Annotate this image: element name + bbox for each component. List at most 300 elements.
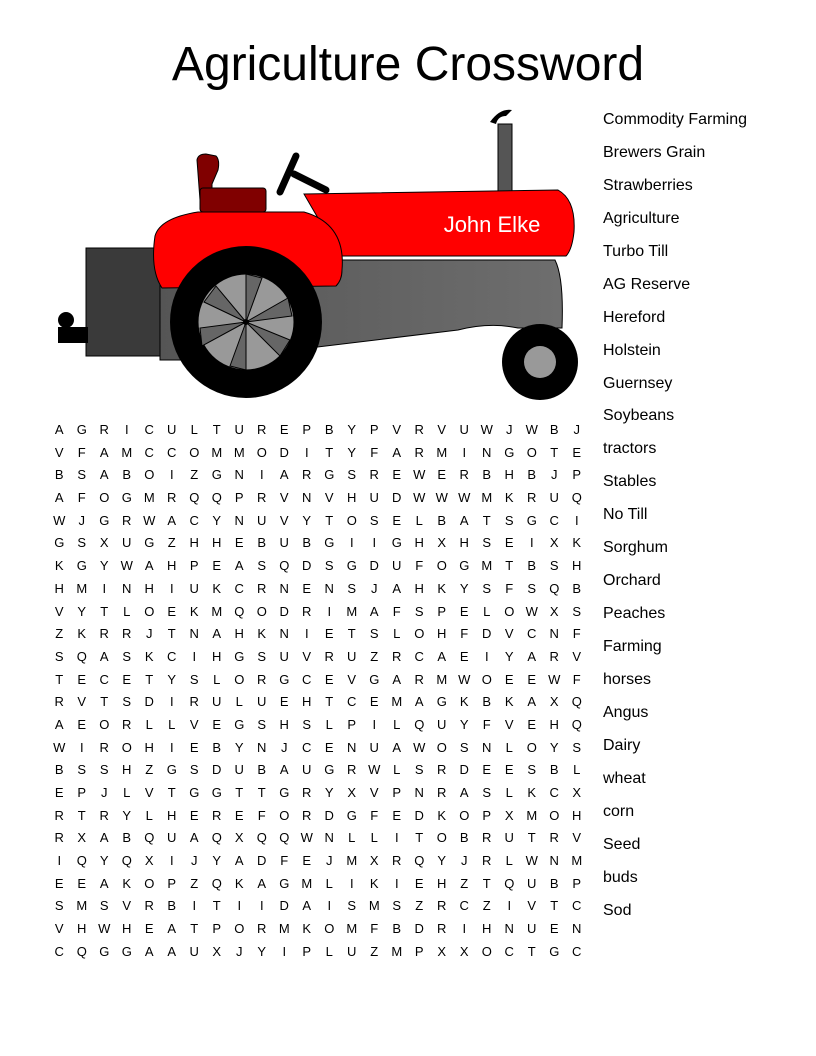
grid-letter: C [234, 580, 244, 596]
grid-letter: E [459, 603, 469, 619]
grid-letter: T [550, 444, 559, 460]
grid-letter: R [347, 762, 357, 778]
grid-letter: X [572, 785, 582, 800]
grid-letter: G [99, 943, 110, 959]
grid-letter: U [234, 422, 244, 437]
grid-letter: C [414, 648, 424, 664]
grid-letter: Y [459, 716, 469, 732]
grid-letter: Q [571, 694, 582, 710]
front-hub [524, 346, 556, 378]
grid-letter: I [529, 535, 534, 551]
grid-letter: B [167, 898, 177, 914]
grid-letter: Q [76, 853, 87, 869]
grid-letter: E [369, 694, 379, 710]
grid-letter: R [99, 807, 109, 823]
grid-letter: F [505, 580, 514, 596]
grid-letter: R [369, 467, 379, 483]
grid-letter: N [324, 580, 334, 596]
grid-letter: L [505, 739, 513, 755]
grid-letter: G [324, 535, 335, 551]
grid-letter: T [505, 558, 514, 574]
grid-letter: H [437, 626, 447, 642]
grid-letter: P [414, 943, 424, 959]
grid-letter: E [234, 535, 244, 551]
grid-letter: A [459, 512, 469, 528]
grid-letter: H [347, 490, 357, 506]
grid-letter: V [392, 422, 402, 437]
grid-letter: I [304, 444, 309, 460]
grid-letter: B [549, 875, 559, 891]
grid-letter: P [212, 921, 222, 937]
grid-letter: I [259, 467, 264, 483]
grid-letter: S [414, 762, 424, 778]
grid-letter: R [302, 785, 312, 800]
grid-letter: A [99, 444, 109, 460]
grid-letter: N [279, 626, 289, 642]
grid-letter: S [99, 762, 109, 778]
exhaust-flap [490, 110, 512, 124]
grid-letter: X [347, 785, 357, 800]
grid-letter: G [369, 671, 380, 687]
grid-letter: U [504, 830, 514, 846]
grid-letter: H [122, 762, 132, 778]
grid-letter: Q [571, 490, 582, 506]
grid-letter: C [167, 444, 177, 460]
grid-letter: Q [279, 830, 290, 846]
grid-letter: Q [414, 853, 425, 869]
grid-letter: N [482, 444, 492, 460]
grid-letter: Q [189, 490, 200, 506]
grid-letter: V [122, 898, 132, 914]
grid-letter: N [347, 739, 357, 755]
grid-letter: U [369, 739, 379, 755]
grid-letter: Y [504, 648, 514, 664]
page-title: Agriculture Crossword [171, 38, 645, 91]
grid-letter: A [144, 558, 154, 574]
grid-letter: W [98, 921, 111, 937]
grid-letter: K [212, 580, 222, 596]
grid-letter: O [256, 603, 267, 619]
grid-letter: C [144, 444, 154, 460]
grid-letter: C [504, 943, 514, 959]
grid-letter: S [257, 648, 267, 664]
grid-letter: L [123, 785, 131, 800]
grid-letter: O [414, 626, 425, 642]
grid-letter: H [122, 921, 132, 937]
word-list-item: tractors [603, 440, 657, 458]
grid-letter: Q [76, 648, 87, 664]
grid-letter: P [302, 422, 312, 437]
grid-letter: I [349, 875, 354, 891]
word-list-item: Brewers Grain [603, 143, 706, 161]
grid-letter: Q [571, 716, 582, 732]
grid-letter: O [436, 739, 447, 755]
grid-letter: W [368, 762, 381, 778]
grid-letter: K [437, 807, 447, 823]
word-list-item: Angus [603, 703, 649, 721]
grid-letter: G [526, 512, 537, 528]
grid-letter: H [549, 716, 559, 732]
grid-letter: M [526, 807, 538, 823]
grid-letter: R [257, 422, 267, 437]
grid-letter: G [504, 444, 515, 460]
grid-letter: F [482, 716, 491, 732]
grid-letter: A [392, 671, 402, 687]
grid-letter: A [279, 762, 289, 778]
grid-letter: I [574, 512, 579, 528]
grid-letter: V [279, 490, 289, 506]
grid-letter: P [369, 422, 379, 437]
grid-letter: O [436, 558, 447, 574]
grid-letter: B [122, 467, 132, 483]
grid-letter: T [325, 512, 334, 528]
grid-letter: A [392, 739, 402, 755]
grid-letter: N [279, 580, 289, 596]
grid-letter: E [189, 739, 199, 755]
grid-letter: B [549, 762, 559, 778]
word-list-item: Holstein [603, 341, 661, 359]
grid-letter: L [348, 830, 356, 846]
grid-letter: M [346, 603, 358, 619]
grid-letter: W [120, 558, 133, 574]
grid-letter: G [279, 671, 290, 687]
grid-letter: S [572, 739, 582, 755]
word-list-item: Turbo Till [603, 242, 669, 260]
grid-letter: H [459, 535, 469, 551]
grid-letter: R [392, 648, 402, 664]
grid-letter: G [211, 467, 222, 483]
grid-letter: B [122, 830, 132, 846]
grid-letter: D [482, 626, 492, 642]
grid-letter: B [257, 762, 267, 778]
grid-letter: C [54, 943, 64, 959]
word-list-item: corn [603, 802, 635, 820]
grid-letter: A [167, 921, 177, 937]
grid-letter: T [55, 671, 64, 687]
grid-letter: D [144, 694, 154, 710]
grid-letter: O [99, 716, 110, 732]
grid-letter: G [189, 785, 200, 800]
grid-letter: R [414, 444, 424, 460]
grid-letter: Y [459, 580, 469, 596]
grid-letter: N [189, 626, 199, 642]
grid-letter: U [549, 490, 559, 506]
grid-letter: U [527, 921, 537, 937]
grid-letter: I [259, 898, 264, 914]
grid-letter: C [459, 898, 469, 914]
grid-letter: P [189, 558, 199, 574]
grid-letter: A [414, 694, 424, 710]
word-list-item: Sod [603, 901, 632, 919]
grid-letter: R [122, 716, 132, 732]
grid-letter: Q [211, 875, 222, 891]
grid-letter: Y [549, 739, 559, 755]
grid-letter: J [573, 422, 580, 437]
grid-letter: U [167, 830, 177, 846]
grid-letter: D [369, 558, 379, 574]
grid-letter: E [189, 807, 199, 823]
grid-letter: C [302, 739, 312, 755]
grid-letter: N [257, 739, 267, 755]
grid-letter: D [279, 603, 289, 619]
grid-letter: H [302, 694, 312, 710]
grid-letter: H [212, 535, 222, 551]
grid-letter: E [459, 648, 469, 664]
grid-letter: M [436, 671, 448, 687]
grid-letter: S [482, 785, 492, 800]
grid-letter: L [483, 603, 491, 619]
grid-letter: W [300, 830, 313, 846]
grid-letter: E [392, 467, 402, 483]
grid-letter: P [572, 467, 582, 483]
grid-letter: G [324, 762, 335, 778]
grid-letter: X [549, 535, 559, 551]
grid-letter: G [76, 558, 87, 574]
grid-letter: J [506, 422, 513, 437]
grid-letter: I [372, 716, 377, 732]
grid-letter: H [482, 921, 492, 937]
grid-letter: U [392, 558, 402, 574]
grid-letter: B [482, 467, 492, 483]
grid-letter: V [324, 490, 334, 506]
grid-letter: O [234, 671, 245, 687]
grid-letter: N [549, 853, 559, 869]
grid-letter: B [257, 535, 267, 551]
grid-letter: D [392, 490, 402, 506]
grid-letter: R [54, 807, 64, 823]
grid-letter: I [169, 739, 174, 755]
grid-letter: W [435, 490, 448, 506]
grid-letter: A [459, 785, 469, 800]
grid-letter: U [279, 535, 289, 551]
grid-letter: R [549, 648, 559, 664]
grid-letter: E [54, 875, 64, 891]
grid-letter: U [459, 422, 469, 437]
grid-letter: O [459, 807, 470, 823]
grid-letter: Q [211, 490, 222, 506]
word-list-item: No Till [603, 506, 648, 524]
grid-letter: E [504, 535, 514, 551]
grid-letter: C [572, 943, 582, 959]
grid-letter: S [482, 535, 492, 551]
grid-letter: S [347, 580, 357, 596]
grid-letter: Y [437, 853, 447, 869]
grid-letter: H [572, 807, 582, 823]
grid-letter: I [124, 422, 129, 437]
grid-letter: B [302, 535, 312, 551]
grid-letter: R [54, 830, 64, 846]
grid-letter: S [189, 671, 199, 687]
grid-letter: A [54, 422, 64, 437]
grid-letter: X [549, 603, 559, 619]
grid-letter: H [54, 580, 64, 596]
grid-letter: K [234, 875, 244, 891]
grid-letter: I [192, 898, 197, 914]
grid-letter: R [437, 785, 447, 800]
grid-letter: U [234, 762, 244, 778]
grid-letter: R [302, 603, 312, 619]
grid-letter: L [393, 762, 401, 778]
grid-letter: A [167, 512, 177, 528]
grid-letter: R [414, 671, 424, 687]
grid-letter: R [257, 671, 267, 687]
grid-letter: A [54, 716, 64, 732]
grid-letter: Q [279, 558, 290, 574]
grid-letter: D [302, 558, 312, 574]
grid-letter: B [527, 558, 537, 574]
grid-letter: N [234, 512, 244, 528]
grid-letter: Z [190, 467, 199, 483]
grid-letter: E [54, 785, 64, 800]
grid-letter: R [257, 921, 267, 937]
grid-letter: B [437, 512, 447, 528]
grid-letter: E [527, 671, 537, 687]
grid-letter: R [99, 739, 109, 755]
grid-letter: Z [370, 943, 379, 959]
grid-letter: S [257, 716, 267, 732]
grid-letter: S [99, 898, 109, 914]
grid-letter: O [144, 467, 155, 483]
grid-letter: B [54, 467, 64, 483]
grid-letter: M [346, 853, 358, 869]
grid-letter: M [211, 444, 223, 460]
grid-letter: L [573, 762, 581, 778]
steering-column [294, 174, 326, 190]
grid-letter: E [77, 716, 87, 732]
grid-letter: W [143, 512, 156, 528]
grid-letter: E [572, 444, 582, 460]
grid-letter: D [279, 898, 289, 914]
grid-letter: T [527, 830, 536, 846]
grid-letter: V [144, 785, 154, 800]
grid-letter: U [212, 694, 222, 710]
grid-letter: R [99, 422, 109, 437]
grid-letter: Q [121, 853, 132, 869]
grid-letter: K [369, 875, 379, 891]
grid-letter: A [392, 444, 402, 460]
grid-letter: H [167, 807, 177, 823]
grid-letter: G [76, 422, 87, 437]
grid-letter: A [234, 558, 244, 574]
grid-letter: L [145, 807, 153, 823]
word-list-item: buds [603, 868, 638, 886]
grid-letter: T [100, 603, 109, 619]
grid-letter: R [527, 490, 537, 506]
grid-letter: M [143, 490, 155, 506]
grid-letter: G [346, 807, 357, 823]
grid-letter: S [572, 603, 582, 619]
grid-letter: T [167, 626, 176, 642]
grid-letter: A [257, 875, 267, 891]
grid-letter: M [436, 444, 448, 460]
grid-letter: M [346, 921, 358, 937]
grid-letter: G [391, 535, 402, 551]
grid-letter: V [572, 648, 582, 664]
grid-letter: T [325, 694, 334, 710]
grid-letter: T [257, 785, 266, 800]
grid-letter: I [102, 580, 107, 596]
grid-letter: E [302, 580, 312, 596]
grid-letter: Y [212, 853, 222, 869]
grid-letter: J [146, 626, 153, 642]
grid-letter: M [278, 921, 290, 937]
grid-letter: J [371, 580, 378, 596]
grid-letter: L [325, 716, 333, 732]
grid-letter: H [167, 558, 177, 574]
grid-letter: M [571, 853, 583, 869]
grid-letter: T [550, 898, 559, 914]
grid-letter: X [437, 535, 447, 551]
grid-letter: H [572, 558, 582, 574]
grid-letter: U [437, 716, 447, 732]
grid-letter: N [324, 830, 334, 846]
grid-letter: M [211, 603, 223, 619]
grid-letter: C [302, 671, 312, 687]
grid-letter: C [527, 626, 537, 642]
word-search-grid [48, 419, 588, 964]
grid-letter: Z [415, 898, 424, 914]
grid-letter: H [234, 626, 244, 642]
grid-letter: J [78, 512, 85, 528]
word-list-item: Strawberries [603, 176, 693, 194]
grid-letter: B [527, 467, 537, 483]
grid-letter: S [369, 512, 379, 528]
word-list-item: Guernsey [603, 374, 673, 392]
grid-letter: V [302, 648, 312, 664]
grid-letter: Q [234, 603, 245, 619]
grid-letter: V [347, 671, 357, 687]
grid-letter: Q [211, 830, 222, 846]
grid-letter: W [413, 739, 426, 755]
grid-letter: E [212, 558, 222, 574]
grid-letter: X [212, 943, 222, 959]
grid-letter: P [482, 807, 492, 823]
grid-letter: E [392, 512, 402, 528]
grid-letter: T [482, 512, 491, 528]
grid-letter: O [504, 603, 515, 619]
grid-letter: Y [347, 444, 357, 460]
grid-letter: D [414, 921, 424, 937]
grid-letter: M [391, 943, 403, 959]
grid-letter: H [414, 580, 424, 596]
grid-letter: O [526, 739, 537, 755]
grid-letter: E [324, 739, 334, 755]
grid-letter: E [302, 853, 312, 869]
grid-letter: Y [302, 512, 312, 528]
grid-letter: O [481, 671, 492, 687]
grid-letter: Y [347, 422, 357, 437]
grid-letter: U [347, 648, 357, 664]
grid-letter: G [166, 762, 177, 778]
grid-letter: C [549, 785, 559, 800]
grid-letter: G [54, 535, 65, 551]
grid-letter: V [279, 512, 289, 528]
grid-letter: P [302, 943, 312, 959]
grid-letter: U [189, 580, 199, 596]
rear-axle [243, 319, 249, 325]
word-list-item: Dairy [603, 736, 641, 754]
grid-letter: Y [324, 785, 334, 800]
grid-letter: L [213, 671, 221, 687]
grid-letter: Q [504, 875, 515, 891]
grid-letter: Q [549, 580, 560, 596]
grid-letter: Y [212, 512, 222, 528]
grid-letter: S [527, 762, 537, 778]
grid-letter: G [436, 694, 447, 710]
grid-letter: A [392, 580, 402, 596]
grid-letter: M [301, 875, 313, 891]
word-list-item: Commodity Farming [603, 111, 748, 128]
